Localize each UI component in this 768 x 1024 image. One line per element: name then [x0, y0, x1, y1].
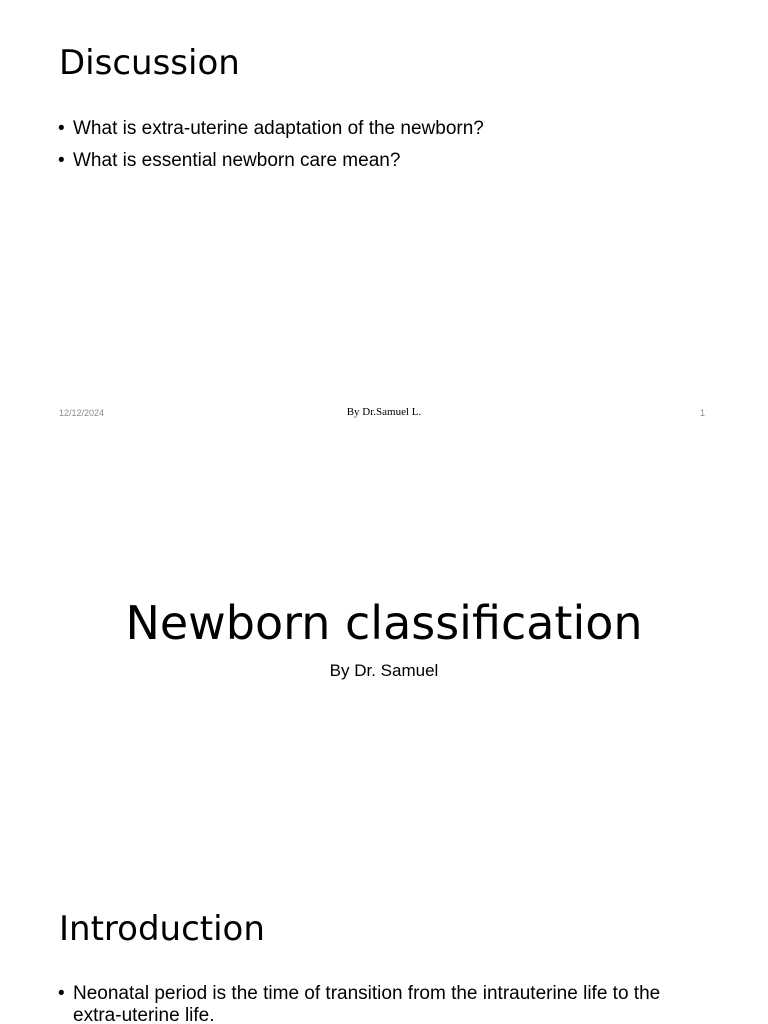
slide-introduction — [0, 864, 768, 1024]
footer-page-number: 1 — [700, 408, 706, 418]
slide-title: Newborn classification — [125, 596, 643, 650]
slide-title: Discussion — [59, 43, 240, 83]
footer-author: By Dr.Samuel L. — [346, 406, 422, 418]
bullet-item: • What is essential newborn care mean? — [58, 150, 710, 172]
slide-subtitle: By Dr. Samuel — [329, 661, 439, 680]
bullet-item: • Neonatal period is the time of transition from the intrauterine life to the extra-uterine life. — [58, 983, 710, 1024]
bullet-list — [58, 983, 710, 1024]
bullet-list — [58, 118, 710, 182]
footer-date: 12/12/2024 — [59, 408, 105, 418]
slide-title-page — [0, 432, 768, 864]
slide-discussion — [0, 0, 768, 432]
slide-title: Introduction — [59, 909, 265, 949]
bullet-item: • What is extra-uterine adaptation of the newborn? — [58, 118, 710, 140]
